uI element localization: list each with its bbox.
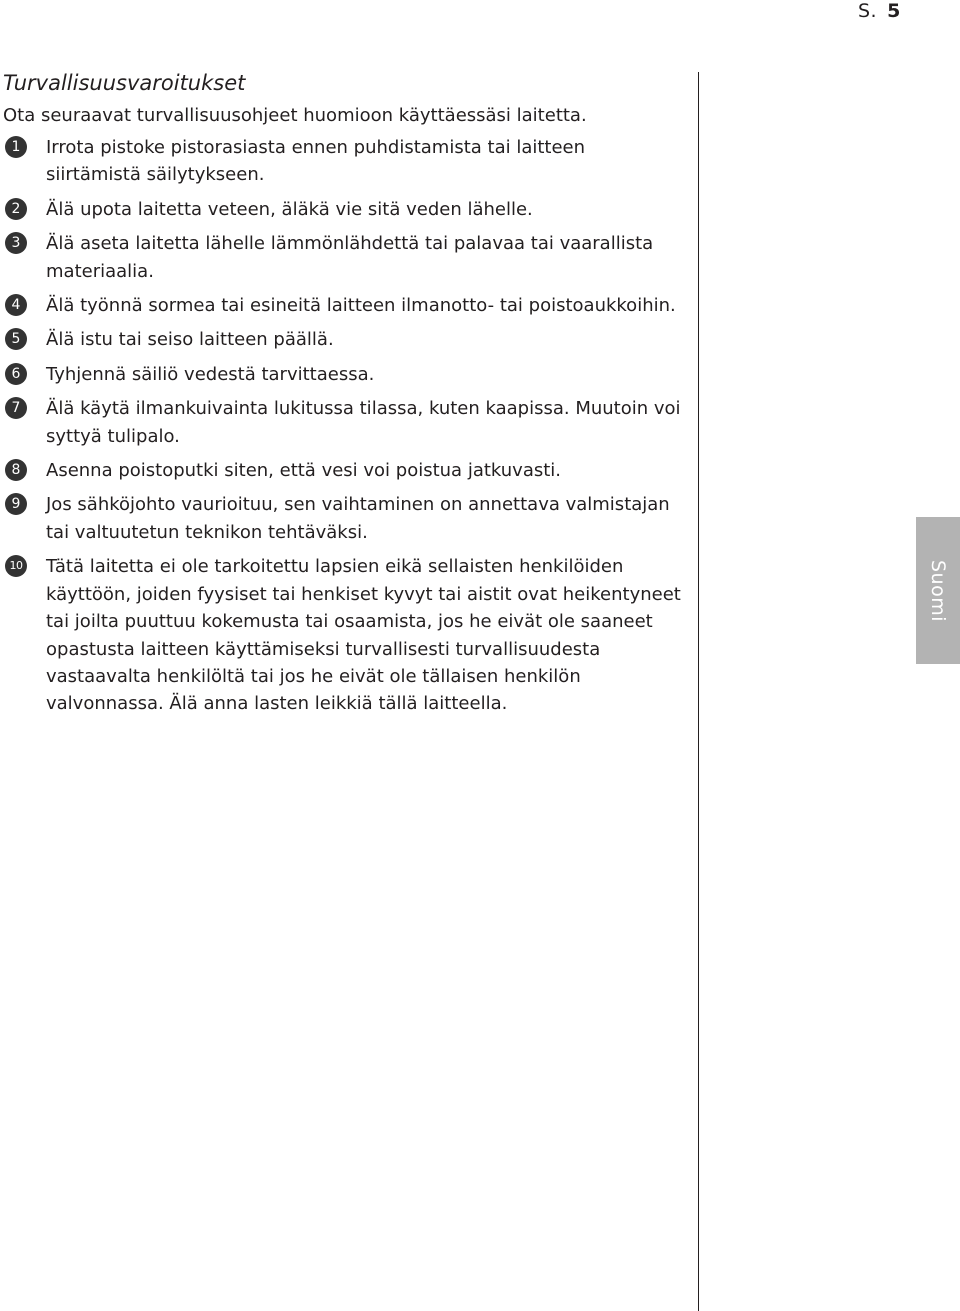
- warning-text: Tätä laitetta ei ole tarkoitettu lapsien eikä sellaisten henkilöiden käyttöön, joiden fyysiset tai henkiset kyvyt tai aistit ovat heikentyneet tai joilta puuttuu kokemusta tai osaamista, jos he eivät ole saaneet opastusta laitteen käyttämiseksi turvallisesti turvallisuudesta vastaavalta henkilöltä tai jos he eivät ole tällaisen henkilön valvonnassa. Älä anna lasten leikkiä tällä laitteella.: [46, 556, 681, 715]
- section-title: Turvallisuusvaroitukset: [3, 71, 246, 95]
- warning-text: Tyhjennä säiliö vedestä tarvittaessa.: [46, 363, 375, 385]
- column-divider: [698, 72, 699, 1311]
- warning-item: [3, 457, 683, 484]
- warning-item: [3, 491, 683, 546]
- warning-number-badge: 8: [5, 459, 27, 481]
- warning-item: [3, 553, 683, 717]
- warning-item: [3, 230, 683, 285]
- warnings-list: [3, 134, 683, 718]
- warning-number-badge: 9: [5, 493, 27, 515]
- warning-number-badge: 6: [5, 363, 27, 385]
- warning-item: [3, 326, 683, 353]
- warning-item: [3, 361, 683, 388]
- page-number-prefix: S.: [858, 0, 878, 22]
- warning-item: [3, 395, 683, 450]
- warning-number-badge: 1: [5, 136, 27, 158]
- warning-number-badge: 3: [5, 232, 27, 254]
- warning-text: Älä upota laitetta veteen, äläkä vie sitä veden lähelle.: [46, 198, 533, 220]
- safety-section: [3, 68, 683, 725]
- warning-text: Älä aseta laitetta lähelle lämmönlähdettä tai palavaa tai vaarallista materiaalia.: [46, 233, 654, 282]
- warning-number-badge: 7: [5, 397, 27, 419]
- warning-number-badge: 4: [5, 294, 27, 316]
- warning-text: Asenna poistoputki siten, että vesi voi poistua jatkuvasti.: [46, 460, 562, 482]
- warning-text: Älä käytä ilmankuivainta lukitussa tilassa, kuten kaapissa. Muutoin voi syttyä tulipalo.: [46, 398, 681, 447]
- section-intro: Ota seuraavat turvallisuusohjeet huomioon käyttäessäsi laitetta.: [3, 105, 587, 126]
- warning-text: Jos sähköjohto vaurioituu, sen vaihtaminen on annettava valmistajan tai valtuutetun teknikon tehtäväksi.: [46, 494, 670, 543]
- warning-item: [3, 292, 683, 319]
- language-tab-label: Suomi: [927, 559, 949, 622]
- warning-number-badge: 2: [5, 198, 27, 220]
- language-tab: [916, 517, 960, 664]
- warning-number-badge: 10: [5, 555, 27, 577]
- page-number-value: 5: [887, 0, 901, 22]
- warning-text: Älä istu tai seiso laitteen päällä.: [46, 329, 334, 351]
- warning-number-badge: 5: [5, 328, 27, 350]
- warning-text: Irrota pistoke pistorasiasta ennen puhdistamista tai laitteen siirtämistä säilytykseen.: [46, 137, 586, 186]
- warning-item: [3, 196, 683, 223]
- page-number: [858, 0, 901, 22]
- warning-item: [3, 134, 683, 189]
- warning-text: Älä työnnä sormea tai esineitä laitteen ilmanotto- tai poistoaukkoihin.: [46, 295, 676, 317]
